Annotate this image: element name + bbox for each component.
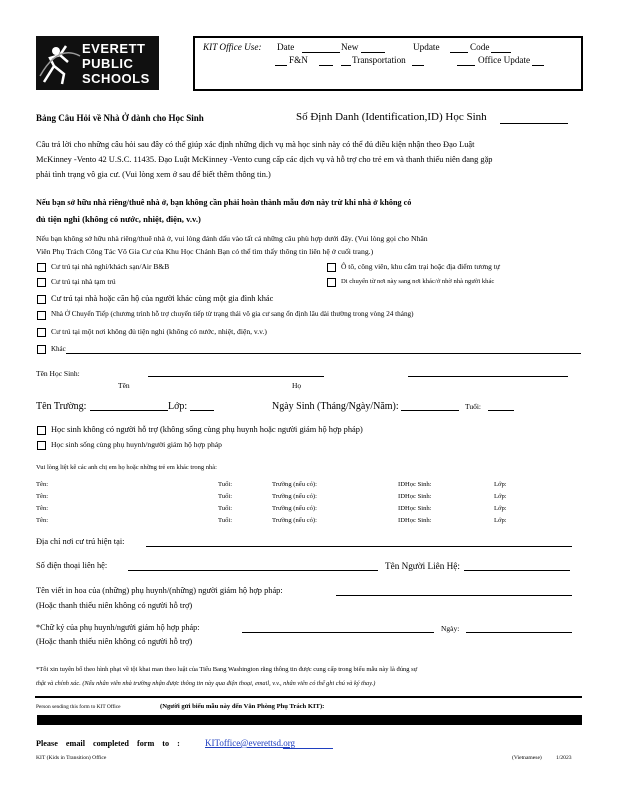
date-field[interactable]	[302, 52, 340, 53]
option-motel-checkbox[interactable]	[37, 263, 46, 272]
district-logo	[36, 36, 159, 90]
with-parent-label: Học sinh sống cùng phụ huynh/người giám hộ hợp pháp	[51, 440, 222, 449]
student-id-field[interactable]	[500, 123, 568, 124]
option-shelter-checkbox[interactable]	[37, 278, 46, 287]
sibling-age-label: Tuổi:	[218, 493, 233, 500]
sibling-school-label: Trường (nếu có):	[272, 505, 317, 512]
siblings-table	[36, 481, 556, 531]
age-label: Tuổi:	[465, 402, 481, 411]
option-other-field[interactable]	[66, 353, 581, 354]
intro-line-3: phải tình trạng vô gia cư. (Vui lòng xem ở sau để biết thêm thông tin.)	[36, 170, 271, 179]
sibling-school-label: Trường (nếu có):	[272, 493, 317, 500]
transportation-label: Transportation	[352, 55, 406, 65]
divider	[35, 696, 582, 698]
dob-field[interactable]	[401, 410, 459, 411]
signature-date-field[interactable]	[466, 632, 572, 633]
update-field[interactable]	[450, 52, 468, 53]
sibling-id-label: IDHọc Sinh:	[398, 505, 432, 512]
sibling-school-label: Trường (nếu có):	[272, 481, 317, 488]
sibling-age-label: Tuổi:	[218, 481, 233, 488]
address-field[interactable]	[146, 546, 572, 547]
sibling-grade-label: Lớp:	[494, 481, 507, 488]
signature-field[interactable]	[242, 632, 434, 633]
intro-line-1: Câu trả lời cho những câu hỏi sau đây có thể giúp xác định những dịch vụ mà học sinh này có thể đủ điều kiện nhận theo Đạo Luật	[36, 140, 475, 149]
logo-line-3: SCHOOLS	[82, 71, 150, 86]
option-other-label: Khác	[51, 345, 66, 353]
logo-line-2: PUBLIC	[82, 56, 134, 71]
option-car-park-checkbox[interactable]	[327, 263, 336, 272]
option-transitional-checkbox[interactable]	[37, 311, 46, 320]
owner-heading-1: Nếu bạn sở hữu nhà riêng/thuê nhà ở, bạn không cần phải hoàn thành mẫu đơn này trừ khi nhà ở không có	[36, 198, 412, 207]
code-field[interactable]	[491, 52, 511, 53]
sibling-id-label: IDHọc Sinh:	[398, 481, 432, 488]
owner-heading-2: đủ tiện nghi (không có nước, nhiệt, điện, v.v.)	[36, 214, 201, 224]
option-other-checkbox[interactable]	[37, 345, 46, 354]
siblings-intro: Vui lòng liệt kê các anh chị em họ hoặc những trẻ em khác trong nhà:	[36, 464, 217, 471]
sibling-age-label: Tuổi:	[218, 517, 233, 524]
office-use-label: KIT Office Use:	[203, 42, 262, 52]
student-last-name-field[interactable]	[408, 376, 568, 377]
fn-label: F&N	[289, 55, 308, 65]
update-label: Update	[413, 42, 440, 52]
sibling-age-label: Tuổi:	[218, 505, 233, 512]
with-parent-checkbox[interactable]	[37, 441, 46, 450]
fn-field-2[interactable]	[319, 65, 333, 66]
first-name-caption: Tên	[118, 381, 130, 390]
address-label: Địa chỉ nơi cư trú hiện tại:	[36, 537, 125, 546]
footer-office: KIT (Kids in Transition) Office	[36, 755, 107, 761]
age-field[interactable]	[488, 410, 514, 411]
office-use-box	[193, 36, 583, 91]
option-couch-surfing-checkbox[interactable]	[327, 278, 336, 287]
guardian-name-label: Tên viết in hoa của (những) phụ huynh/(những) người giám hộ hợp pháp:	[36, 586, 283, 595]
sibling-name-label: Tên:	[36, 517, 49, 524]
guardian-or-line-2: (Hoặc thanh thiếu niên không có người hỗ trợ)	[36, 637, 193, 646]
student-name-label: Tên Học Sinh:	[36, 369, 80, 378]
declaration-line-1: *Tôi xin tuyên bố theo hình phạt về tội khai man theo luật của Tiểu Bang Washington rằng thông tin được cung cấp trong biểu mẫu này là đúng sự	[36, 666, 418, 673]
declaration-line-2: thật và chính xác. (Nếu nhân viên nhà trường nhận được thông tin này qua điện thoại, email, v.v., nhân viên có thể ghi chú và ký thay.)	[36, 680, 376, 687]
email-link[interactable]: KIToffice@everettsd.org	[205, 738, 296, 748]
email-instruction: Please email completed form to :	[36, 739, 180, 748]
sibling-grade-label: Lớp:	[494, 505, 507, 512]
date-label: Date	[277, 42, 295, 52]
sibling-school-label: Trường (nếu có):	[272, 517, 317, 524]
option-shelter-label: Cư trú tại nhà tạm trú	[51, 277, 116, 286]
contact-label: Tên Người Liên Hệ:	[385, 561, 460, 571]
footer-language: (Vietnamese)	[512, 755, 542, 761]
unaccompanied-label: Học sinh không có người hỗ trợ (không sống cùng phụ huynh hoặc người giám hộ hợp pháp)	[51, 425, 363, 434]
option-shared-housing-checkbox[interactable]	[37, 295, 46, 304]
code-label: Code	[470, 42, 490, 52]
phone-field[interactable]	[128, 570, 378, 571]
last-name-caption: Họ	[292, 381, 302, 390]
guardian-name-field[interactable]	[336, 595, 572, 596]
signature-label: *Chữ ký của phụ huynh/người giám hộ hợp pháp:	[36, 623, 200, 632]
student-id-label: Số Định Danh (Identification,ID) Học Sinh	[296, 111, 487, 123]
sender-label-vi: (Người gửi biểu mẫu này đến Văn Phòng Phụ Trách KIT):	[160, 703, 325, 710]
grade-field[interactable]	[190, 410, 214, 411]
school-field[interactable]	[90, 410, 168, 411]
option-couch-surfing-label: Di chuyển từ nơi này sang nơi khác/ở nhờ nhà người khác	[341, 278, 495, 285]
contact-field[interactable]	[464, 570, 570, 571]
option-inadequate-label: Cư trú tại một nơi không đủ tiện nghi (không có nước, nhiệt, điện, v.v.)	[51, 327, 267, 336]
option-shared-housing-label: Cư trú tại nhà hoặc căn hộ của người khác cùng một gia đình khác	[51, 294, 274, 303]
transportation-field[interactable]	[412, 65, 424, 66]
grade-label: Lớp:	[168, 401, 188, 412]
option-car-park-label: Ô tô, công viên, khu cắm trại hoặc địa điểm tương tự	[341, 262, 500, 271]
new-label: New	[341, 42, 359, 52]
signature-date-label: Ngày:	[441, 624, 460, 633]
option-inadequate-checkbox[interactable]	[37, 328, 46, 337]
unaccompanied-checkbox[interactable]	[37, 426, 46, 435]
footer-date: 1/2023	[556, 755, 572, 761]
office-update-field[interactable]	[532, 65, 544, 66]
logo-line-1: EVERETT	[82, 41, 146, 56]
student-first-name-field[interactable]	[148, 376, 324, 377]
office-update-label: Office Update	[478, 55, 531, 65]
option-motel-label: Cư trú tại nhà nghỉ/khách sạn/Air B&B	[51, 262, 170, 271]
email-underline	[283, 748, 333, 749]
option-transitional-label: Nhà Ở Chuyển Tiếp (chương trình hỗ trợ chuyển tiếp từ trạng thái vô gia cư sang ổn định lâu dài thường trong vòng 24 tháng)	[51, 310, 414, 318]
new-field[interactable]	[361, 52, 385, 53]
form-title: Bảng Câu Hỏi về Nhà Ở dành cho Học Sinh	[36, 113, 204, 123]
phone-label: Số điện thoại liên hệ:	[36, 561, 108, 570]
sibling-name-label: Tên:	[36, 493, 49, 500]
sibling-name-label: Tên:	[36, 481, 49, 488]
office-update-field-pre[interactable]	[457, 65, 475, 66]
school-label: Tên Trường:	[36, 401, 87, 412]
sibling-id-label: IDHọc Sinh:	[398, 517, 432, 524]
sibling-grade-label: Lớp:	[494, 517, 507, 524]
guardian-or-line: (Hoặc thanh thiếu niên không có người hỗ trợ)	[36, 601, 193, 610]
sibling-id-label: IDHọc Sinh:	[398, 493, 432, 500]
owner-sub-1: Nếu bạn không sở hữu nhà riêng/thuê nhà ở, vui lòng đánh dấu vào tất cả những câu phù hợp dưới đây. (Vui lòng gọi cho Nhân	[36, 234, 428, 243]
owner-sub-2: Viên Phụ Trách Công Tác Vô Gia Cư của Khu Học Chánh Bạn có thể tìm thấy thông tin liên hệ ở cuối trang.)	[36, 247, 374, 256]
dob-label: Ngày Sinh (Tháng/Ngày/Năm):	[272, 401, 399, 412]
transportation-field-pre[interactable]	[341, 65, 351, 66]
intro-line-2: McKinney -Vento 42 U.S.C. 11435. Đạo Luật McKinney -Vento cung cấp các dịch vụ và hỗ trợ cho trẻ em và thanh thiếu niên đang gặp	[36, 155, 493, 164]
sibling-grade-label: Lớp:	[494, 493, 507, 500]
sender-field[interactable]	[37, 715, 582, 725]
sibling-name-label: Tên:	[36, 505, 49, 512]
fn-field[interactable]	[275, 65, 287, 66]
sender-label-en: Person sending this form to KIT Office	[36, 704, 121, 710]
